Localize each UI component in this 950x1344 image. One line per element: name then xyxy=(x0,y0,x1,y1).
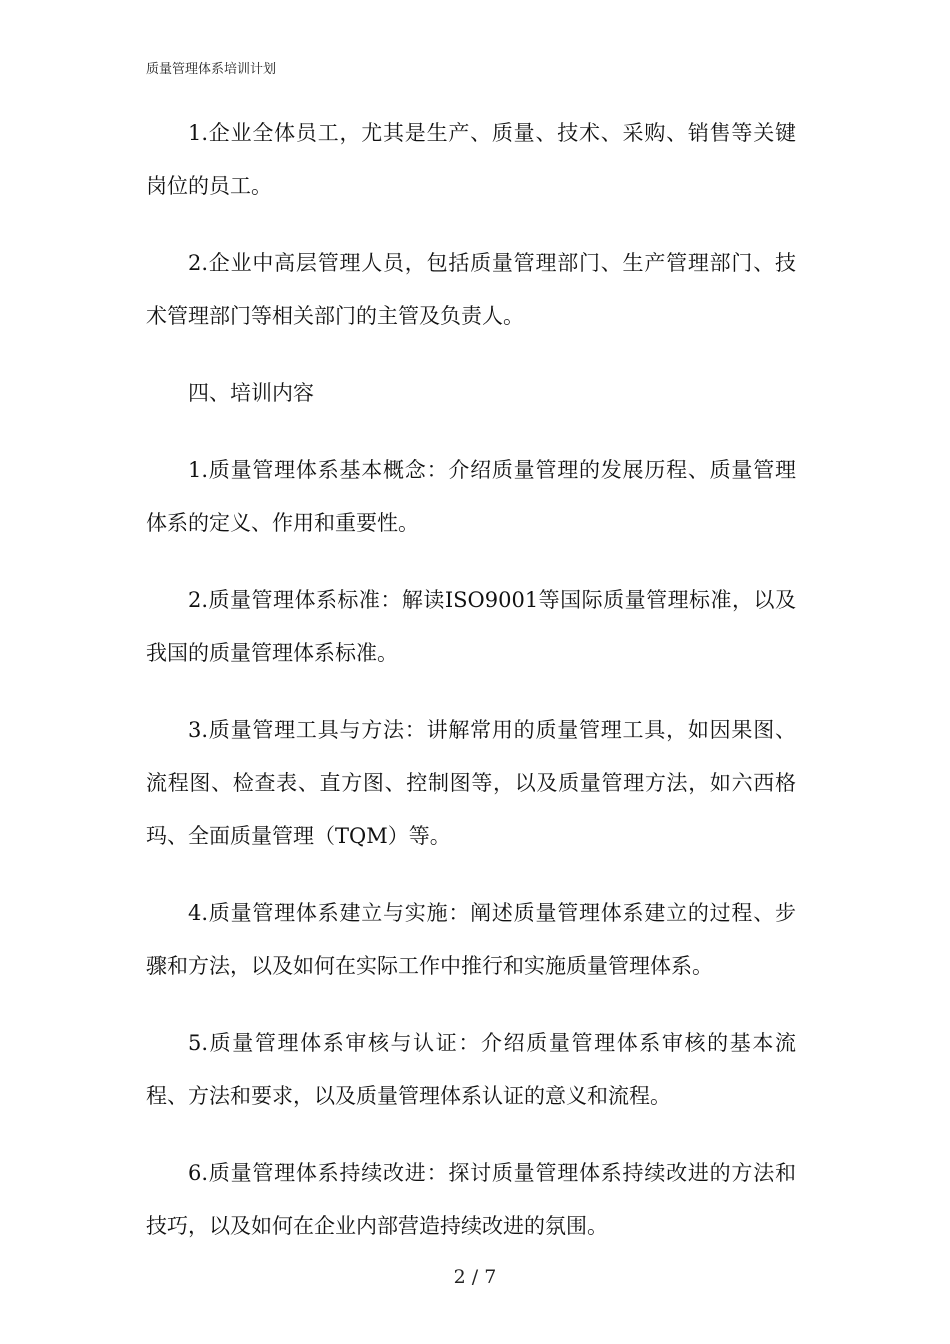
paragraph-tools-methods: 3.质量管理工具与方法：讲解常用的质量管理工具，如因果图、流程图、检查表、直方图、控制图等，以及质量管理方法，如六西格玛、全面质量管理（TQM）等。 xyxy=(146,718,796,848)
paragraph-continuous-improvement: 6.质量管理体系持续改进：探讨质量管理体系持续改进的方法和技巧，以及如何在企业内部营造持续改进的氛围。 xyxy=(146,1161,796,1238)
document-body xyxy=(146,107,796,1277)
paragraph-target-staff: 1.企业全体员工，尤其是生产、质量、技术、采购、销售等关键岗位的员工。 xyxy=(146,121,796,198)
section-heading-training-content: 四、培训内容 xyxy=(188,381,314,405)
paragraph-standards: 2.质量管理体系标准：解读ISO9001等国际质量管理标准，以及我国的质量管理体系标准。 xyxy=(146,588,796,665)
page-number: 2 / 7 xyxy=(453,1266,497,1288)
paragraph-basic-concepts: 1.质量管理体系基本概念：介绍质量管理的发展历程、质量管理体系的定义、作用和重要性。 xyxy=(146,458,796,535)
running-header: 质量管理体系培训计划 xyxy=(146,62,277,77)
paragraph-establish-implement: 4.质量管理体系建立与实施：阐述质量管理体系建立的过程、步骤和方法，以及如何在实际工作中推行和实施质量管理体系。 xyxy=(146,901,796,978)
paragraph-management-staff: 2.企业中高层管理人员，包括质量管理部门、生产管理部门、技术管理部门等相关部门的主管及负责人。 xyxy=(146,251,796,328)
paragraph-audit-certification: 5.质量管理体系审核与认证：介绍质量管理体系审核的基本流程、方法和要求，以及质量管理体系认证的意义和流程。 xyxy=(146,1031,796,1108)
